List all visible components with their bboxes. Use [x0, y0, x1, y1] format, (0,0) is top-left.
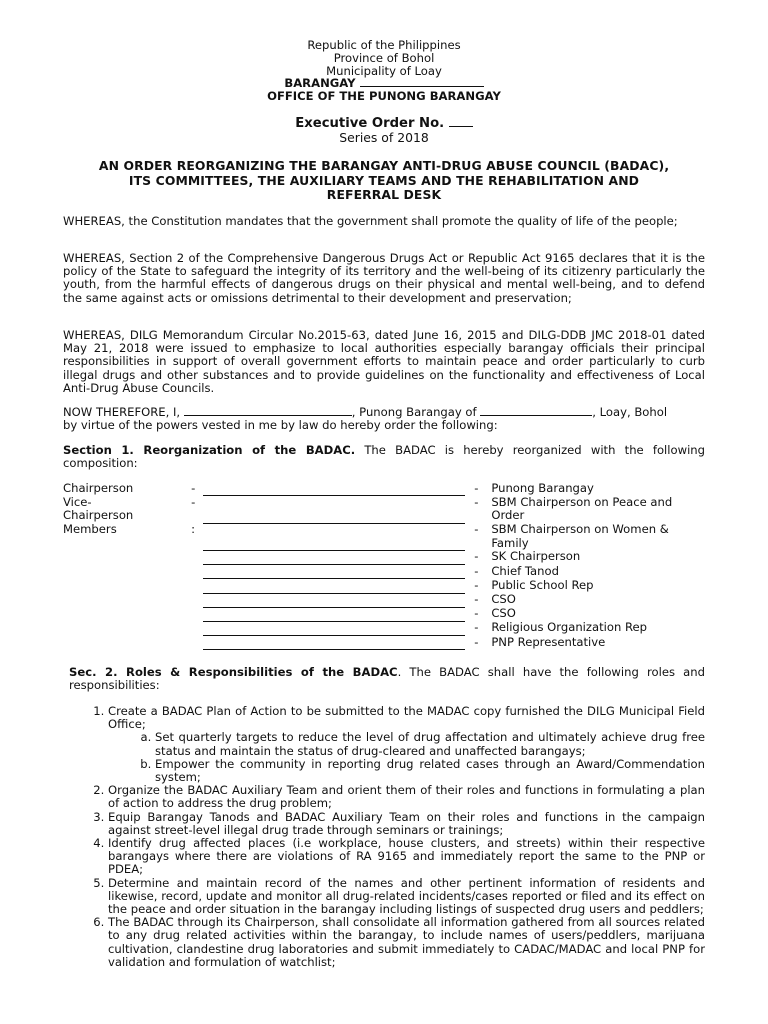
role-separator: -: [191, 494, 196, 509]
whereas-3: WHEREAS, DILG Memorandum Circular No.2015-63, dated June 16, 2015 and DILG-DDB JMC 2018-01 dated May 21, 2018 were issued to emphasize to local authorities especially barangay officials their principal responsibilities in support of overall government efforts to maintain peace and order particularly to curb illegal drugs and other substances and to provide guidelines on the functionality and effectiveness of Local Anti-Drug Abuse Councils.: [63, 328, 705, 395]
composition-row: [63, 550, 705, 564]
role-label: Chairperson: [63, 508, 134, 523]
name-blank: [203, 579, 465, 593]
position-dash: -: [474, 606, 479, 621]
sub-list-item: a. Set quarterly targets to reduce the level of drug affectation and ultimately achieve drug free status and maintain the status of drug-cleared and unaffected barangays;: [155, 731, 705, 757]
order-title-line2: ITS COMMITTEES, THE AUXILIARY TEAMS AND THE REHABILITATION AND: [128, 173, 640, 188]
name-blank: [203, 509, 465, 523]
responsibilities-list-wrap: [63, 705, 705, 969]
sub-list: [108, 731, 705, 784]
barangay-blank: [360, 86, 484, 87]
section-1-text: The BADAC is hereby reorganized with the following composition:: [63, 443, 705, 471]
list-item: 3. Equip Barangay Tanods and BADAC Auxiliary Team on their roles and functions in the campaign against street-level illegal drug trade through seminars or trainings;: [108, 811, 705, 837]
composition-table: [63, 482, 705, 650]
whereas-1: WHEREAS, the Constitution mandates that the government shall promote the quality of life of the people;: [63, 214, 678, 228]
eo-series: Series of 2018: [339, 130, 429, 145]
composition-row: [63, 607, 705, 621]
punong-barangay-name-blank: [184, 415, 352, 416]
name-blank: [203, 565, 465, 579]
composition-row: [63, 496, 705, 510]
punong-barangay-of-text: , Punong Barangay of: [351, 405, 477, 419]
position: PNP Representative: [491, 634, 606, 649]
section-2-text: . The BADAC shall have the following roles and responsibilities:: [69, 665, 705, 693]
loay-bohol-text: , Loay, Bohol: [592, 405, 668, 419]
name-blank: [203, 550, 465, 564]
header-republic: Republic of the Philippines: [307, 38, 461, 52]
header-office: OFFICE OF THE PUNONG BARANGAY: [267, 89, 501, 103]
list-item: 2. Organize the BADAC Auxiliary Team and orient them of their roles and functions in formulating a plan of action to address the drug problem;: [108, 784, 705, 810]
now-therefore-text: NOW THEREFORE, I,: [63, 405, 181, 419]
position-dash: -: [474, 481, 479, 495]
position: Chief Tanod: [491, 563, 559, 578]
list-item: 6. The BADAC through its Chairperson, shall consolidate all information gathered from all sources related to any drug related activities within the barangay, to include names of users/peddlers, marijuana cultivation, clandestine drug laboratories and submit immediately to CADAC/MADAC and local PNP for validation and formulation of watchlist;: [108, 916, 705, 969]
name-blank: [203, 621, 465, 635]
composition-row: [63, 523, 705, 537]
role-label: Chairperson: [63, 481, 134, 495]
composition-row: [63, 636, 705, 650]
composition-row: [63, 621, 705, 635]
whereas-2: WHEREAS, Section 2 of the Comprehensive Dangerous Drugs Act or Republic Act 9165 declares that it is the policy of the State to safeguard the integrity of its territory and the well-being of its citizenry particularly the youth, from the harmful effects of dangerous drugs on their physical and mental well-being, and to defend the same against acts or omissions detrimental to their development and preservation;: [63, 251, 705, 305]
position: Religious Organization Rep: [491, 620, 648, 635]
composition-row: [63, 482, 705, 496]
role-separator: -: [191, 481, 196, 495]
eo-title: [63, 117, 705, 130]
section-1-heading: Section 1. Reorganization of the BADAC.: [63, 443, 356, 457]
list-item-text: Create a BADAC Plan of Action to be submitted to the MADAC copy furnished the DILG Municipal Field Office;: [108, 704, 705, 732]
name-blank: [203, 607, 465, 621]
position: SK Chairperson: [491, 549, 581, 564]
list-item: [108, 705, 705, 784]
position-dash: -: [474, 549, 479, 564]
role-label: Members: [63, 522, 117, 537]
role-label: Vice-: [63, 494, 92, 509]
position: Punong Barangay: [491, 481, 594, 495]
position: CSO: [491, 592, 516, 606]
section-2-heading: Sec. 2. Roles & Responsibilities of the BADAC: [69, 665, 398, 679]
role-separator: :: [191, 522, 196, 537]
name-blank: [203, 593, 465, 607]
section-1: [63, 444, 705, 470]
position-dash: -: [474, 563, 479, 578]
position-dash: -: [474, 634, 479, 649]
eo-number-blank: [449, 126, 473, 127]
header-municipality: Municipality of Loay: [326, 64, 442, 78]
position-dash: -: [474, 522, 479, 537]
sub-list-item: b. Empower the community in reporting drug related cases through an Award/Commendation system;: [155, 758, 705, 784]
header-province: Province of Bohol: [333, 51, 435, 65]
position: Order: [491, 508, 525, 523]
position: CSO: [491, 606, 516, 621]
now-therefore-line2: by virtue of the powers vested in me by law do hereby order the following:: [63, 418, 498, 432]
position: SBM Chairperson on Peace and: [491, 494, 673, 509]
order-title-line1: AN ORDER REORGANIZING THE BARANGAY ANTI-DRUG ABUSE COUNCIL (BADAC),: [98, 158, 670, 173]
position-dash: -: [474, 577, 479, 592]
name-blank: [203, 636, 465, 650]
list-item: 5. Determine and maintain record of the names and other pertinent information of residents and likewise, record, update and monitor all drug-related incidents/cases reported or filed and its effect on the peace and order situation in the barangay including listings of suspected drug users and peddlers;: [108, 877, 705, 917]
position-dash: -: [474, 494, 479, 509]
position-dash: -: [474, 620, 479, 635]
composition-row: [63, 579, 705, 593]
composition-row: [63, 509, 705, 523]
name-blank: [203, 482, 465, 496]
position: Public School Rep: [491, 577, 594, 592]
responsibilities-list: [63, 705, 705, 969]
eo-title-text: Executive Order No.: [295, 116, 445, 131]
composition-row: [63, 565, 705, 579]
position: Family: [491, 535, 529, 550]
position: SBM Chairperson on Women &: [491, 522, 669, 537]
composition-row: [63, 537, 705, 551]
composition-row: [63, 593, 705, 607]
name-blank: [203, 537, 465, 551]
order-title-line3: REFERRAL DESK: [326, 187, 442, 202]
barangay-name-blank: [480, 415, 592, 416]
list-item: 4. Identify drug affected places (i.e workplace, house clusters, and streets) within their respective barangays where there are violations of RA 9165 and immediately report the same to the PNP or PDEA;: [108, 837, 705, 877]
position-dash: -: [474, 592, 479, 606]
section-2: [63, 666, 705, 692]
barangay-label: BARANGAY: [284, 76, 356, 90]
